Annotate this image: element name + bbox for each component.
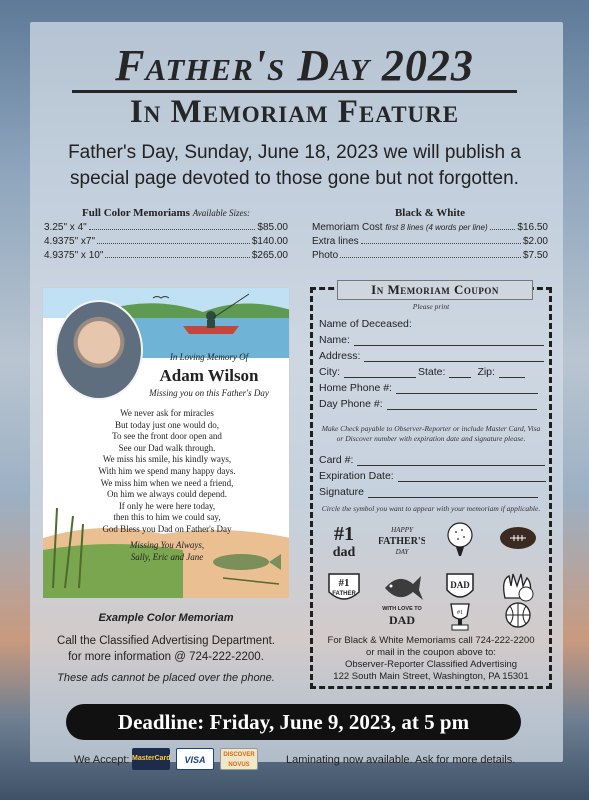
svg-text:dad: dad	[332, 545, 356, 560]
svg-text:#1: #1	[457, 610, 463, 616]
svg-text:#1: #1	[338, 577, 350, 589]
please-print-label: Please print	[412, 302, 450, 311]
bw-price-list	[312, 207, 548, 264]
svg-text:DAY: DAY	[395, 548, 409, 556]
svg-text:HAPPY: HAPPY	[391, 526, 413, 534]
day-phone-field[interactable]: Day Phone #:	[319, 396, 537, 410]
number-one-father-symbol[interactable]	[321, 568, 367, 608]
home-phone-field[interactable]: Home Phone #:	[319, 380, 538, 394]
svg-text:#1: #1	[334, 523, 354, 545]
example-memoriam-ad	[42, 287, 290, 599]
basketball-icon[interactable]	[495, 600, 541, 630]
discover-novus-logo: DISCOVER NOVUS	[220, 748, 258, 770]
city-state-zip-field[interactable]: City: State: Zip:	[319, 364, 525, 378]
example-caption: Example Color Memoriam	[98, 612, 234, 624]
price-row: 4.9375" x7" $140.00	[44, 236, 288, 247]
payment-note: Make Check payable to Observer-Reporter or include Master Card, Visa or Discover number with expiration date and signature please.	[321, 424, 541, 443]
price-row: Memoriam Cost first 8 lines (4 words per line) $16.50	[312, 222, 548, 233]
trophy-icon[interactable]	[437, 602, 483, 632]
price-row: 4.9375" x 10" $265.00	[44, 250, 288, 261]
address-field[interactable]: Address:	[319, 348, 544, 362]
color-price-list	[44, 207, 288, 264]
deceased-name: Adam Wilson	[159, 366, 259, 385]
bw-mail-info: For Black & White Memoriams call 724-222-2200 or mail in the coupon above to: Observer-Reporter Classified Advertising 122 South Main Street, Washington, PA 15301	[327, 635, 535, 682]
price-row: Extra lines $2.00	[312, 236, 548, 247]
svg-text:DAD: DAD	[450, 580, 470, 590]
we-accept-label: We Accept:	[74, 754, 130, 766]
svg-text:FATHER'S: FATHER'S	[379, 536, 425, 547]
title-rule	[72, 90, 517, 93]
missing-you-line: Missing you on this Father's Day	[149, 388, 269, 398]
price-row: Photo $7.50	[312, 250, 548, 261]
visa-logo: VISA	[176, 748, 214, 770]
memorial-poem: We never ask for miracles But today just one would do, To see the front door open and See our Dad walk through. We miss his smile, his kindly ways, With him we spend many happy days. We miss him when we need a friend, On him we always could depend. If only he were here today, then this to him we could say, God Bless you Dad on Father's Day	[98, 408, 236, 534]
symbol-grid	[313, 520, 549, 626]
coupon-title: In Memoriam Coupon	[337, 280, 533, 300]
golf-ball-icon[interactable]	[437, 520, 483, 560]
intro-text: Father's Day, Sunday, June 18, 2023 we will publish a special page devoted to those gone but not forgotten.	[68, 142, 521, 189]
symbol-note: Circle the symbol you want to appear with your memoriam if applicable.	[321, 504, 541, 513]
with-love-to-dad-symbol[interactable]	[379, 598, 425, 628]
laminating-note: Laminating now available. Ask for more details.	[286, 754, 516, 766]
color-price-heading: Full Color Memoriams Available Sizes:	[82, 207, 250, 219]
page-title: Father's Day 2023	[115, 41, 474, 90]
deceased-name-field[interactable]: Name of Deceased:	[319, 318, 412, 330]
mastercard-logo: MasterCard	[132, 748, 170, 770]
card-number-field[interactable]: Card #:	[319, 452, 545, 466]
deadline-banner: Deadline: Friday, June 9, 2023, at 5 pm	[66, 704, 521, 740]
name-field[interactable]: Name:	[319, 332, 544, 346]
svg-text:FATHER: FATHER	[332, 591, 356, 597]
signature-field[interactable]: Signature	[319, 484, 538, 498]
contact-info: Call the Classified Advertising Department. for more information @ 724-222-2200.	[57, 635, 275, 663]
svg-text:WITH LOVE TO: WITH LOVE TO	[382, 606, 422, 612]
loving-memory-label: In Loving Memory Of	[169, 352, 249, 362]
number-one-dad-symbol[interactable]	[321, 520, 367, 560]
football-icon[interactable]	[495, 520, 541, 560]
happy-fathers-day-symbol[interactable]	[379, 520, 425, 560]
phone-note: These ads cannot be placed over the phone.	[57, 672, 275, 684]
page-subtitle: In Memoriam Feature	[129, 94, 460, 130]
expiration-date-field[interactable]: Expiration Date:	[319, 468, 546, 482]
ad-signoff: Missing You Always, Sally, Eric and Jane	[129, 540, 205, 562]
price-row: 3.25" x 4" $85.00	[44, 222, 288, 233]
memoriam-coupon	[310, 282, 552, 689]
bw-price-heading: Black & White	[394, 207, 466, 219]
svg-text:DAD: DAD	[389, 613, 415, 627]
